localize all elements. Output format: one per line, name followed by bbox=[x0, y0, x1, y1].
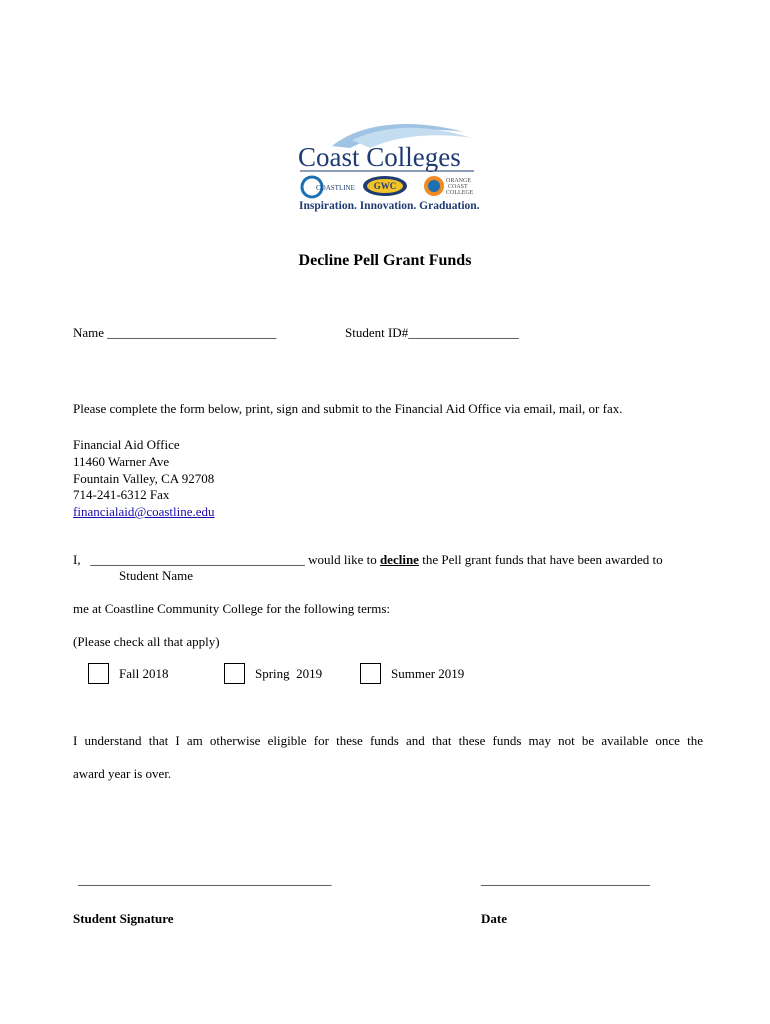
date-label: Date bbox=[481, 911, 507, 926]
page-title: Decline Pell Grant Funds bbox=[298, 252, 472, 269]
understand-line-2: award year is over. bbox=[73, 766, 172, 781]
term-label-fall-2018: Fall 2018 bbox=[119, 666, 169, 681]
name-field[interactable] bbox=[73, 325, 276, 341]
student-id-field[interactable] bbox=[345, 325, 519, 341]
student-id-line[interactable]: _________________ bbox=[408, 325, 519, 340]
svg-text:COAST: COAST bbox=[448, 184, 468, 190]
address-street: 11460 Warner Ave bbox=[73, 454, 170, 469]
statement-line-2: me at Coastline Community College for the following terms: bbox=[73, 601, 391, 616]
date-line[interactable]: __________________________ bbox=[481, 872, 650, 887]
orange-coast-badge bbox=[424, 176, 474, 196]
coast-colleges-logo bbox=[292, 118, 480, 214]
decline-emphasis: decline bbox=[379, 552, 419, 567]
svg-text:COASTLINE: COASTLINE bbox=[316, 184, 355, 192]
name-line[interactable]: __________________________ bbox=[107, 325, 277, 340]
term-label-spring-2019: Spring 2019 bbox=[255, 666, 323, 681]
statement-prefix: I, bbox=[73, 552, 81, 567]
gwc-badge bbox=[363, 176, 407, 196]
name-label: Name bbox=[73, 325, 105, 340]
svg-text:ORANGE: ORANGE bbox=[446, 178, 471, 184]
check-note: (Please check all that apply) bbox=[73, 634, 220, 649]
instructions: Please complete the form below, print, sign and submit to the Financial Aid Office via email, mail, or fax. bbox=[73, 401, 623, 416]
address-office: Financial Aid Office bbox=[73, 437, 180, 452]
logo-tagline: Inspiration. Innovation. Graduation. bbox=[299, 200, 480, 212]
logo-wordmark: Coast Colleges bbox=[298, 142, 461, 172]
svg-text:COLLEGE: COLLEGE bbox=[446, 190, 474, 196]
checkbox-summer-2019[interactable] bbox=[360, 663, 381, 684]
address-phone: 714-241-6312 Fax bbox=[73, 487, 170, 502]
statement-line bbox=[73, 552, 663, 568]
checkbox-fall-2018[interactable] bbox=[88, 663, 109, 684]
understand-line-1: I understand that I am otherwise eligible for these funds and that these funds may not be available once the bbox=[73, 733, 703, 748]
statement-suffix: the Pell grant funds that have been awarded to bbox=[418, 552, 663, 567]
coastline-badge bbox=[302, 177, 355, 197]
address-city: Fountain Valley, CA 92708 bbox=[73, 471, 215, 486]
signature-line[interactable]: _______________________________________ bbox=[78, 872, 332, 887]
svg-text:GWC: GWC bbox=[373, 181, 397, 191]
student-id-label: Student ID# bbox=[345, 325, 409, 340]
student-name-caption: Student Name bbox=[119, 568, 194, 583]
student-name-line[interactable]: _________________________________ bbox=[90, 552, 305, 567]
statement-mid: would like to bbox=[304, 552, 380, 567]
checkbox-spring-2019[interactable] bbox=[224, 663, 245, 684]
email-link[interactable]: financialaid@coastline.edu bbox=[73, 504, 215, 519]
signature-label: Student Signature bbox=[73, 911, 174, 926]
term-label-summer-2019: Summer 2019 bbox=[391, 666, 465, 681]
